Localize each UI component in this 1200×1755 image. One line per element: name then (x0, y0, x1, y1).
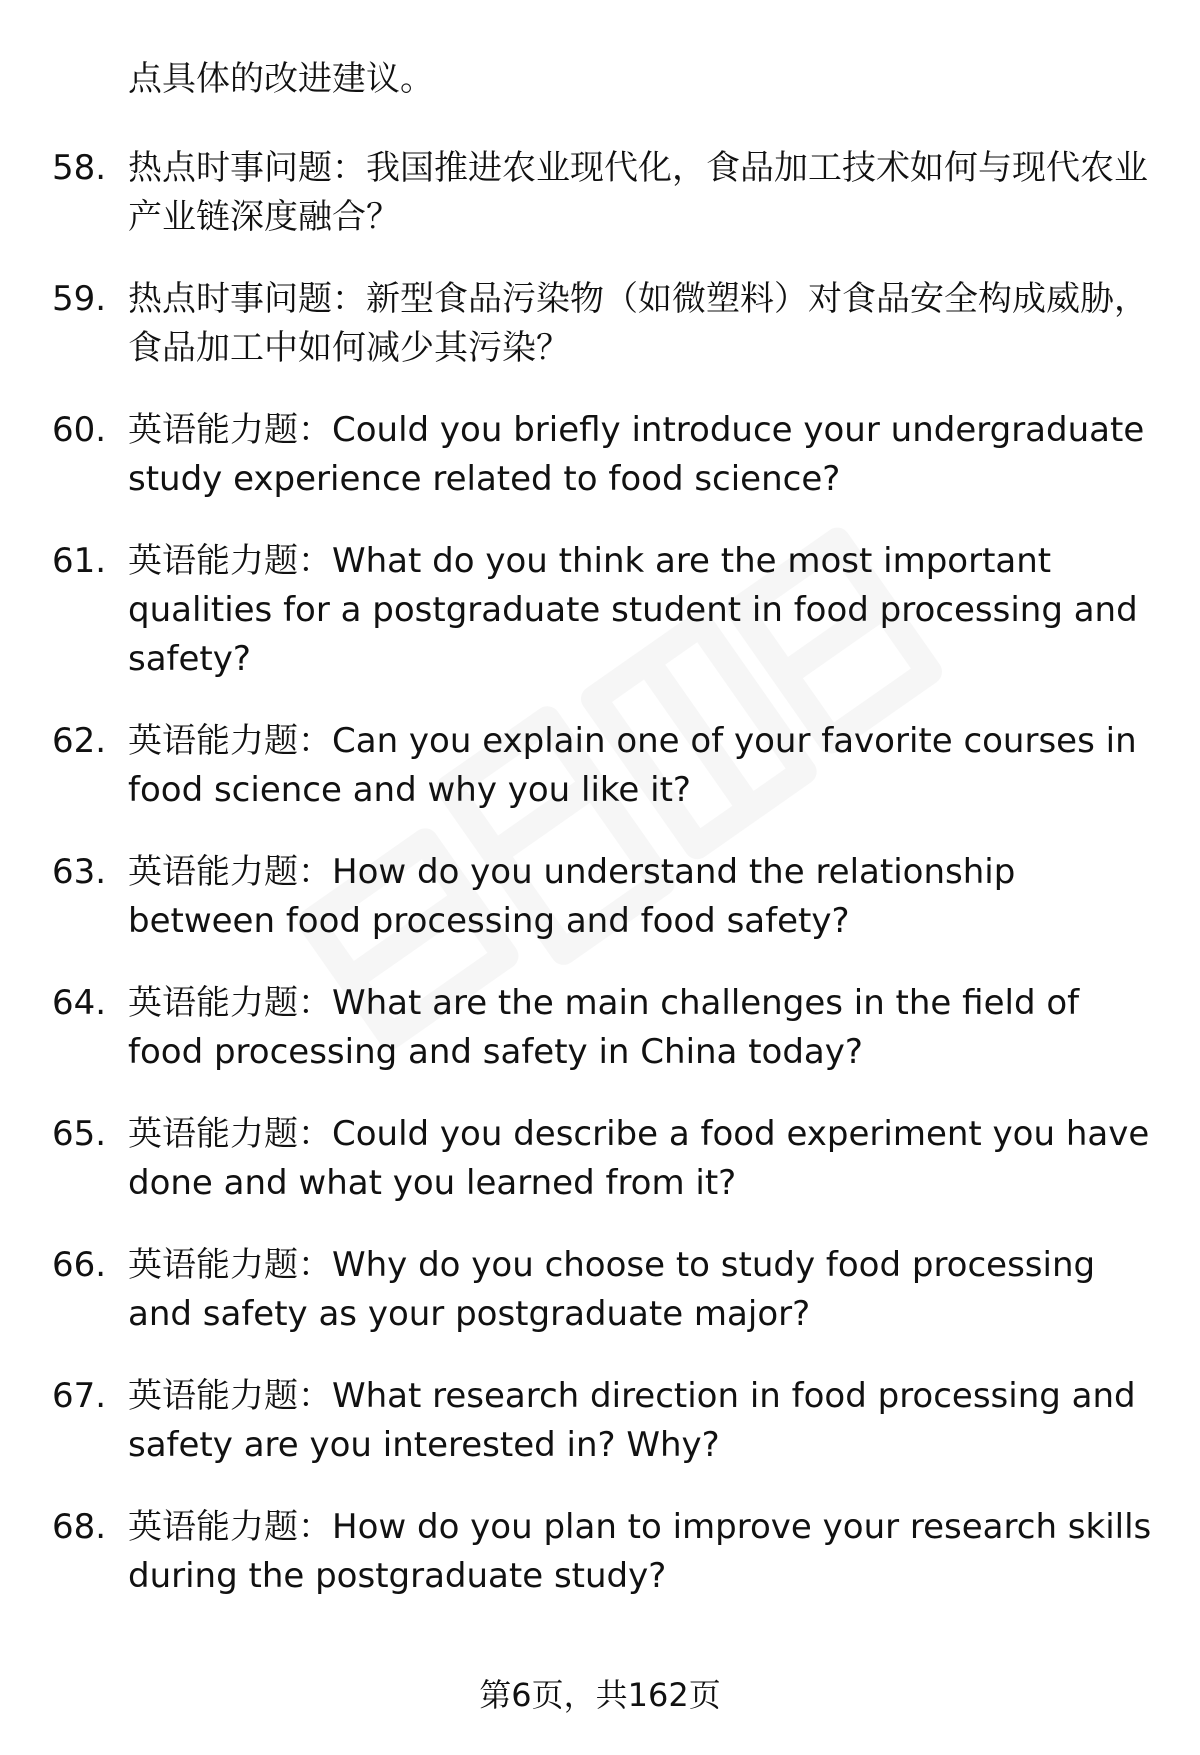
question-item (52, 144, 1160, 242)
question-item (52, 406, 1160, 504)
question-category: 英语能力题： (128, 983, 332, 1023)
question-category: 英语能力题： (128, 1114, 332, 1154)
question-category: 英语能力题： (128, 1376, 332, 1416)
question-item (52, 717, 1160, 815)
question-item (52, 1372, 1160, 1470)
question-text: What research direction in food processing and safety are you interested in? Why? (128, 1376, 1136, 1465)
question-item (52, 979, 1160, 1077)
question-number: 62. (52, 721, 107, 761)
question-text: How do you plan to improve your research skills during the postgraduate study? (128, 1507, 1152, 1596)
question-number: 67. (52, 1376, 107, 1416)
question-item (52, 1110, 1160, 1208)
question-number: 58. (52, 148, 107, 188)
page-number-footer: 第6页，共162页 (479, 1676, 721, 1714)
question-number: 59. (52, 279, 107, 319)
question-number: 60. (52, 410, 107, 450)
question-text: Why do you choose to study food processing and safety as your postgraduate major? (128, 1245, 1096, 1334)
question-category: 英语能力题： (128, 541, 332, 581)
question-category: 英语能力题： (128, 410, 332, 450)
question-category: 英语能力题： (128, 721, 332, 761)
question-category: 英语能力题： (128, 852, 332, 892)
question-list (52, 144, 1160, 1634)
question-number: 64. (52, 983, 107, 1023)
question-item (52, 1241, 1160, 1339)
question-number: 65. (52, 1114, 107, 1154)
question-item (52, 275, 1160, 373)
question-text: 新型食品污染物（如微塑料）对食品安全构成威胁，食品加工中如何减少其污染？ (128, 279, 1148, 368)
question-number: 68. (52, 1507, 107, 1547)
question-text: Can you explain one of your favorite courses in food science and why you like it? (128, 721, 1137, 810)
question-text: Could you briefly introduce your undergraduate study experience related to food science? (128, 410, 1145, 499)
question-number: 61. (52, 541, 107, 581)
question-text: 我国推进农业现代化，食品加工技术如何与现代农业产业链深度融合？ (128, 148, 1148, 237)
question-item (52, 848, 1160, 946)
question-category: 英语能力题： (128, 1507, 332, 1547)
question-text: Could you describe a food experiment you have done and what you learned from it? (128, 1114, 1150, 1203)
question-item (52, 1503, 1160, 1601)
question-text: How do you understand the relationship between food processing and food safety? (128, 852, 1016, 941)
continuation-text: 点具体的改进建议。 (128, 59, 434, 99)
question-text: What are the main challenges in the field of food processing and safety in China today? (128, 983, 1080, 1072)
question-number: 63. (52, 852, 107, 892)
question-category: 英语能力题： (128, 1245, 332, 1285)
question-category: 热点时事问题： (128, 148, 366, 188)
question-number: 66. (52, 1245, 107, 1285)
question-text: What do you think are the most important qualities for a postgraduate student in food processing and safety? (128, 541, 1138, 679)
question-category: 热点时事问题： (128, 279, 366, 319)
question-item (52, 537, 1160, 684)
